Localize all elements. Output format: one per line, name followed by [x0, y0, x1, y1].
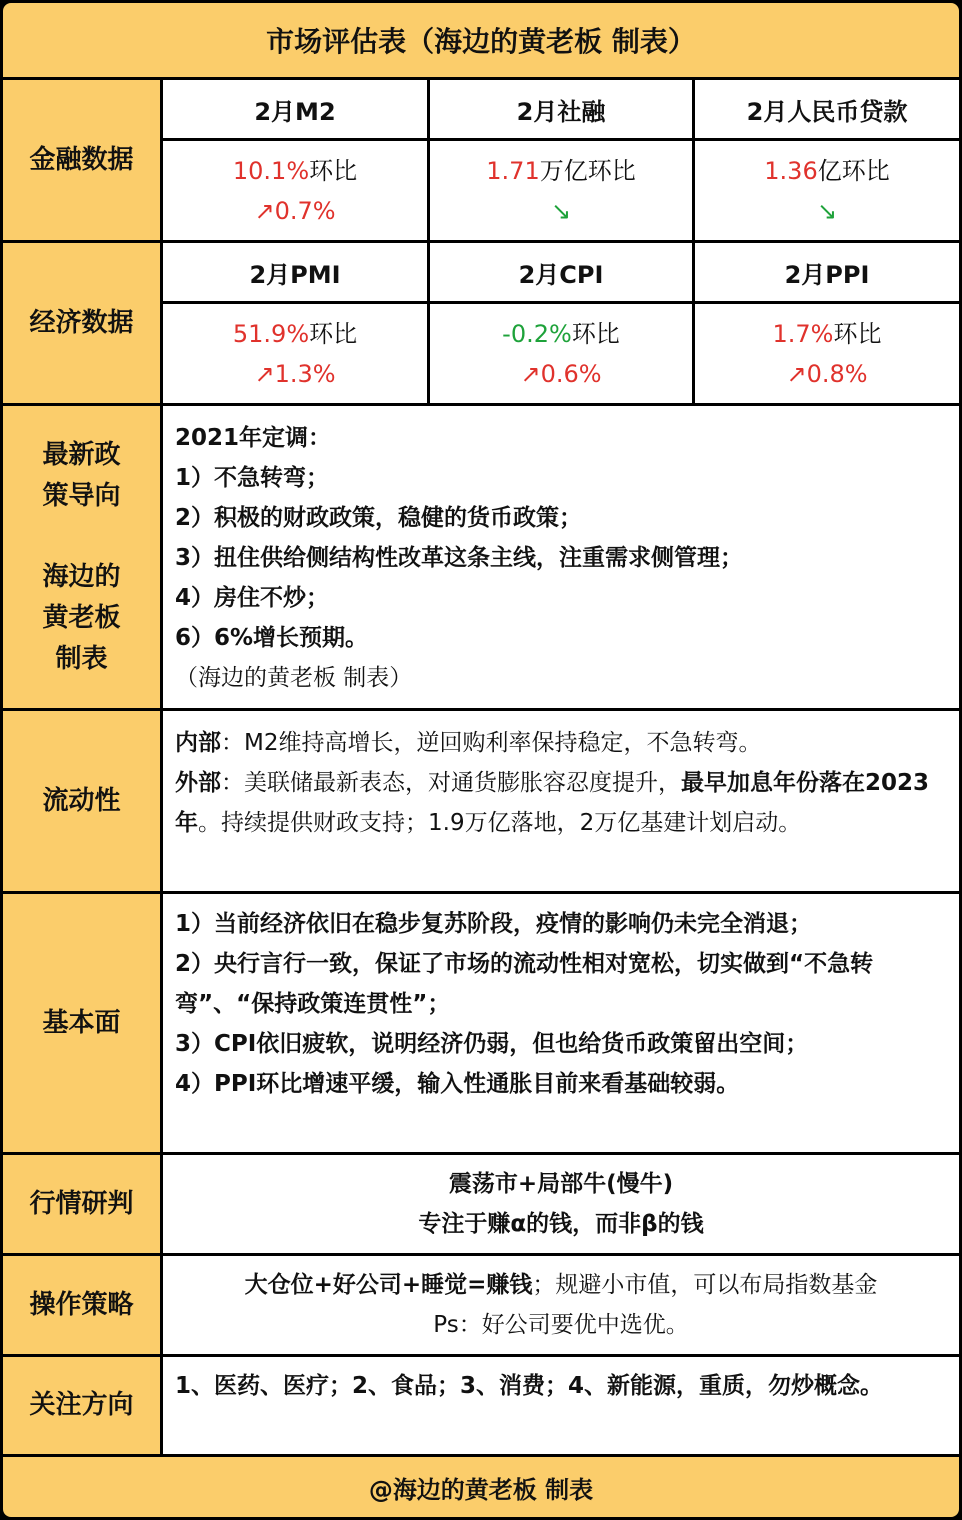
- value-social-financing: [430, 141, 692, 240]
- ppi-change: ↗0.8%: [786, 359, 868, 388]
- strategy-line2: Ps：好公司要优中选优。: [433, 1312, 689, 1338]
- policy-line: 6）6%增长预期。: [175, 625, 369, 651]
- fundamentals-content: [163, 894, 959, 1152]
- market-line: 专注于赚α的钱，而非β的钱: [418, 1211, 704, 1237]
- table-title: 市场评估表（海边的黄老板 制表）: [3, 3, 959, 77]
- liquidity-inner-label: 内部: [175, 730, 221, 756]
- pmi-value: 51.9%: [232, 319, 310, 348]
- social-suffix: 万亿环比: [539, 156, 636, 185]
- fundamentals-line: 4）PPI环比增速平缓，输入性通胀目前来看基础较弱。: [175, 1071, 740, 1097]
- value-cpi: [430, 304, 692, 403]
- header-social-financing: 2月社融: [430, 80, 692, 138]
- loans-suffix: 亿环比: [817, 156, 890, 185]
- policy-label-line: 最新政: [42, 439, 121, 470]
- social-value: 1.71: [486, 156, 540, 185]
- strategy-content: [163, 1256, 959, 1354]
- policy-label-line: 策导向: [42, 480, 121, 511]
- label-financial: 金融数据: [3, 80, 160, 240]
- table-footer: @海边的黄老板 制表: [3, 1457, 959, 1517]
- liquidity-content: [163, 711, 959, 891]
- value-pmi: [163, 304, 427, 403]
- value-rmb-loans: [695, 141, 959, 240]
- value-m2: [163, 141, 427, 240]
- loans-value: 1.36: [764, 156, 818, 185]
- header-ppi: 2月PPI: [695, 243, 959, 301]
- cpi-suffix: 环比: [571, 319, 620, 348]
- label-strategy: 操作策略: [3, 1256, 160, 1354]
- focus-content: 1、医药、医疗；2、食品；3、消费；4、新能源，重质，勿炒概念。: [163, 1357, 959, 1454]
- m2-value: 10.1%: [232, 156, 310, 185]
- policy-label-line: 海边的: [42, 561, 121, 592]
- market-content: [163, 1155, 959, 1253]
- policy-line: 2021年定调：: [175, 425, 332, 451]
- social-change-down-arrow: ↘: [550, 196, 572, 225]
- label-economic: 经济数据: [3, 243, 160, 403]
- liquidity-outer-rest: 。持续提供财政支持；1.9万亿落地，2万亿基建计划启动。: [198, 810, 802, 836]
- strategy-bold: 大仓位+好公司+睡觉=赚钱: [244, 1272, 533, 1298]
- liquidity-outer-label: 外部: [175, 770, 221, 796]
- header-pmi: 2月PMI: [163, 243, 427, 301]
- fundamentals-line: 1）当前经济依旧在稳步复苏阶段，疫情的影响仍未完全消退；: [175, 911, 813, 937]
- loans-change-down-arrow: ↘: [816, 196, 838, 225]
- market-assessment-table: [3, 3, 959, 1517]
- fundamentals-line: 2）央行言行一致，保证了市场的流动性相对宽松，切实做到“不急转弯”、“保持政策连贯性”；: [175, 951, 874, 1017]
- strategy-rest: ；规避小市值，可以布局指数基金: [532, 1272, 878, 1298]
- m2-change: ↗0.7%: [254, 196, 336, 225]
- policy-line: 2）积极的财政政策，稳健的货币政策；: [175, 505, 583, 531]
- label-liquidity: 流动性: [3, 711, 160, 891]
- label-fundamentals: 基本面: [3, 894, 160, 1152]
- liquidity-inner-text: ：M2维持高增长，逆回购利率保持稳定，不急转弯。: [221, 730, 762, 756]
- label-policy: [3, 406, 160, 708]
- liquidity-outer-bold: 最早加息年份落在2023年: [175, 770, 930, 836]
- header-m2: 2月M2: [163, 80, 427, 138]
- pmi-change: ↗1.3%: [254, 359, 336, 388]
- pmi-suffix: 环比: [309, 319, 358, 348]
- cpi-value: -0.2%: [502, 319, 572, 348]
- market-line: 震荡市+局部牛(慢牛): [448, 1171, 674, 1197]
- policy-note: （海边的黄老板 制表）: [175, 665, 413, 691]
- ppi-value: 1.7%: [772, 319, 834, 348]
- policy-label-line: 制表: [55, 643, 108, 674]
- policy-content: [163, 406, 959, 708]
- m2-suffix: 环比: [309, 156, 358, 185]
- value-ppi: [695, 304, 959, 403]
- policy-line: 1）不急转弯；: [175, 465, 330, 491]
- ppi-suffix: 环比: [833, 319, 882, 348]
- policy-label-line: 黄老板: [42, 602, 121, 633]
- header-rmb-loans: 2月人民币贷款: [695, 80, 959, 138]
- policy-line: 4）房住不炒；: [175, 585, 330, 611]
- header-cpi: 2月CPI: [430, 243, 692, 301]
- liquidity-outer-text: ：美联储最新表态，对通货膨胀容忍度提升，: [221, 770, 681, 796]
- label-market: 行情研判: [3, 1155, 160, 1253]
- label-focus: 关注方向: [3, 1357, 160, 1454]
- fundamentals-line: 3）CPI依旧疲软，说明经济仍弱，但也给货币政策留出空间；: [175, 1031, 809, 1057]
- policy-line: 3）扭住供给侧结构性改革这条主线，注重需求侧管理；: [175, 545, 744, 571]
- cpi-change: ↗0.6%: [520, 359, 602, 388]
